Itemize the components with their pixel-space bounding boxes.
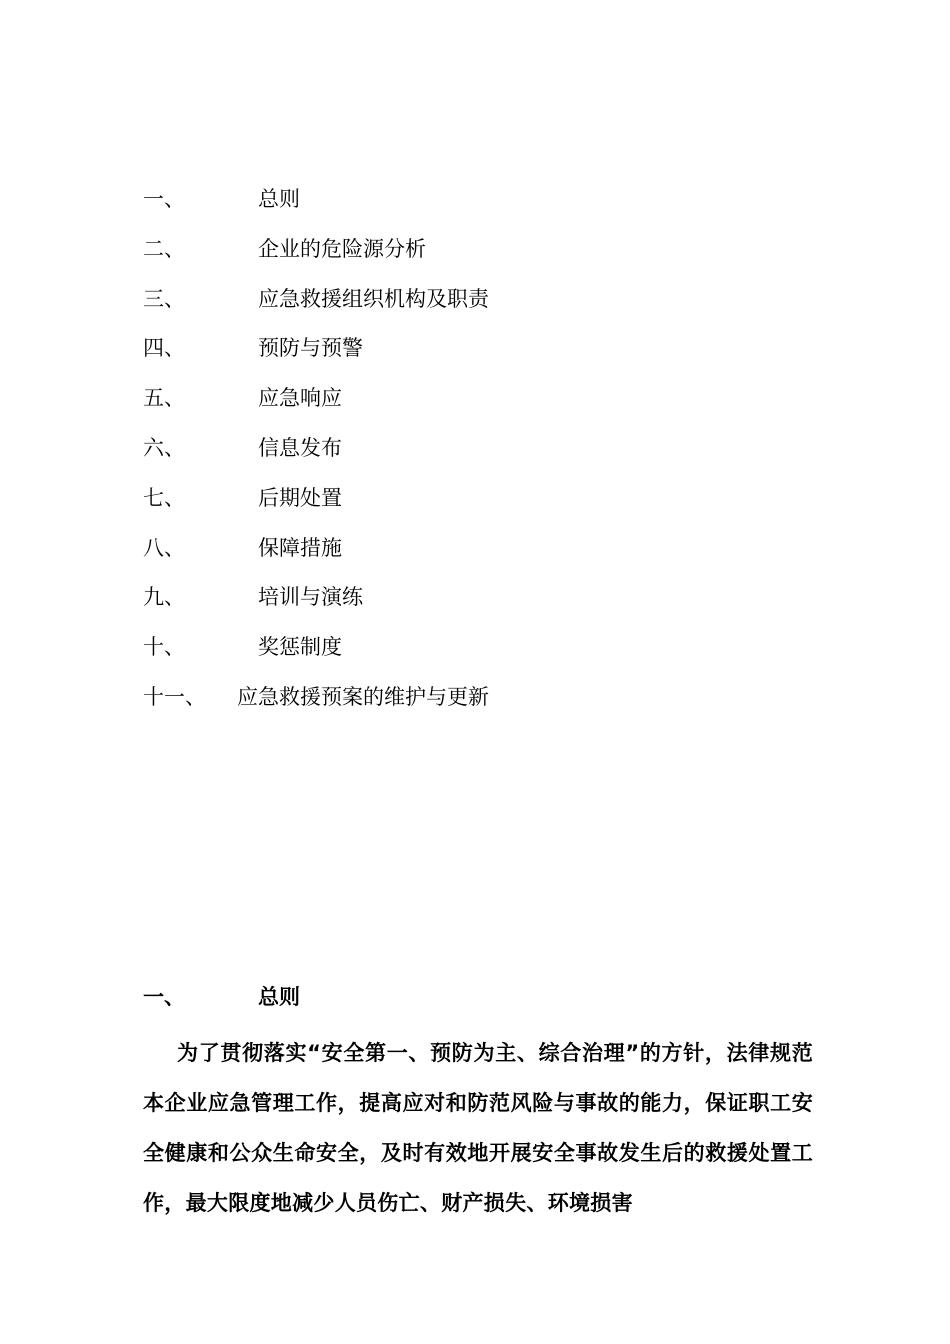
toc-number: 八、: [143, 535, 185, 560]
toc-number: 一、: [143, 187, 185, 211]
section-heading: [143, 978, 813, 1016]
toc-title: 后期处置: [258, 485, 342, 510]
toc-number: 七、: [143, 485, 185, 510]
toc-number: 六、: [143, 435, 185, 460]
toc-item: [143, 529, 843, 579]
table-of-contents: [143, 180, 843, 728]
toc-title: 总则: [258, 187, 300, 211]
toc-item: [143, 479, 843, 529]
toc-title: 信息发布: [258, 435, 342, 460]
toc-title: 应急响应: [258, 386, 342, 411]
toc-number: 十一、: [143, 684, 206, 709]
toc-number: 十、: [143, 635, 185, 660]
toc-title: 应急救援预案的维护与更新: [237, 684, 489, 709]
toc-number: 九、: [143, 585, 185, 610]
toc-item: [143, 230, 843, 280]
toc-item: [143, 678, 843, 728]
toc-title: 预防与预警: [258, 336, 363, 361]
toc-title: 应急救援组织机构及职责: [258, 286, 489, 311]
toc-title: 奖惩制度: [258, 635, 342, 660]
toc-item: [143, 628, 843, 678]
section-paragraph: 为了贯彻落实“安全第一、预防为主、综合治理”的方针，法律规范本企业应急管理工作，提高应对和防范风险与事故的能力，保证职工安全健康和公众生命安全，及时有效地开展安全事故发生后的救援处置工作，最大限度地减少人员伤亡、财产损失、环境损害: [143, 1041, 813, 1215]
toc-title: 保障措施: [258, 535, 342, 560]
toc-title: 企业的危险源分析: [258, 236, 426, 261]
section-number: 一、: [143, 985, 185, 1009]
section-general: [143, 978, 813, 1228]
toc-item: [143, 280, 843, 330]
toc-item: [143, 578, 843, 628]
section-title: 总则: [258, 985, 300, 1009]
toc-number: 四、: [143, 336, 185, 361]
toc-title: 培训与演练: [258, 585, 363, 610]
toc-number: 三、: [143, 286, 185, 311]
toc-item: [143, 429, 843, 479]
toc-number: 二、: [143, 236, 185, 261]
toc-item: [143, 329, 843, 379]
toc-number: 五、: [143, 386, 185, 411]
toc-item: [143, 180, 843, 230]
toc-item: [143, 379, 843, 429]
